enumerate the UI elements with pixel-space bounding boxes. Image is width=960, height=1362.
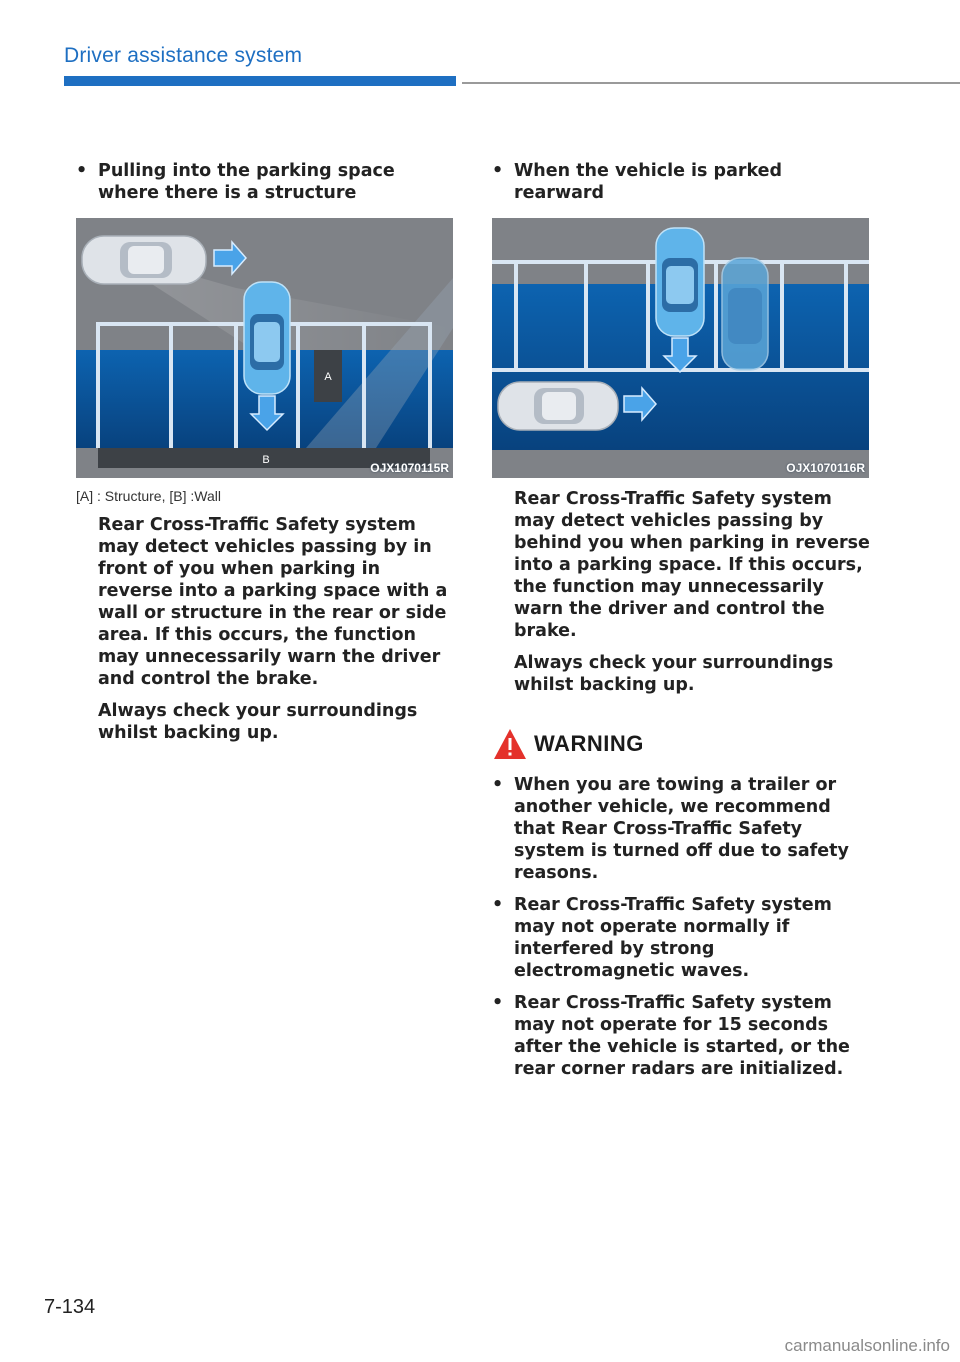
figure-code: OJX1070116R (786, 461, 865, 475)
bullet-parked-rearward: • When the vehicle is parked rearward (492, 160, 872, 204)
parking-structure-illustration (76, 218, 453, 478)
label-a: A (324, 371, 332, 383)
paragraph: Rear Cross-Traffic Safety system may detect vehicles passing by in front of you when parking in reverse into a parking space with a wall or structure in the rear or side area. If this occurs, the function may unnecessarily warn the driver and control the brake. (98, 515, 448, 689)
parked-rearward-illustration (492, 218, 869, 478)
header-accent-bar (64, 76, 456, 86)
figure-structure-parking (76, 218, 453, 478)
car-icon (82, 236, 206, 284)
car-icon (722, 258, 768, 370)
warning-triangle-icon (492, 727, 528, 761)
car-icon (656, 228, 704, 336)
paragraph: Rear Cross-Traffic Safety system may detect vehicles passing by behind you when parking in reverse into a parking space. If this occurs, the function may unnecessarily warn the driver and control the brake. (514, 489, 870, 641)
figure-caption: [A] : Structure, [B] :Wall (76, 488, 221, 504)
label-b: B (262, 454, 270, 466)
warning-title: WARNING (534, 731, 644, 756)
right-column (492, 160, 872, 1080)
watermark: carmanualsonline.info (784, 1336, 950, 1355)
paragraph: Always check your surroundings whilst backing up. (98, 701, 418, 743)
car-icon (244, 282, 290, 394)
car-icon (498, 382, 618, 430)
warning-item: • Rear Cross-Traffic Safety system may not operate for 15 seconds after the vehicle is started, or the rear corner radars are initialized. (492, 992, 872, 1080)
warning-header (492, 724, 872, 764)
figure-code: OJX1070115R (370, 461, 449, 475)
section-title: Driver assistance system (64, 44, 303, 67)
page-number: 7-134 (44, 1296, 96, 1318)
bullet-structure-parking: • Pulling into the parking space where there is a structure (76, 160, 456, 204)
figure-parked-rearward (492, 218, 869, 478)
left-column (76, 160, 456, 744)
warning-item: • Rear Cross-Traffic Safety system may not operate normally if interfered by strong electromagnetic waves. (492, 894, 872, 982)
warning-item: • When you are towing a trailer or another vehicle, we recommend that Rear Cross-Traffic Safety system is turned off due to safety reasons. (492, 774, 872, 884)
paragraph: Always check your surroundings whilst backing up. (514, 653, 834, 695)
header-rule (462, 82, 960, 84)
